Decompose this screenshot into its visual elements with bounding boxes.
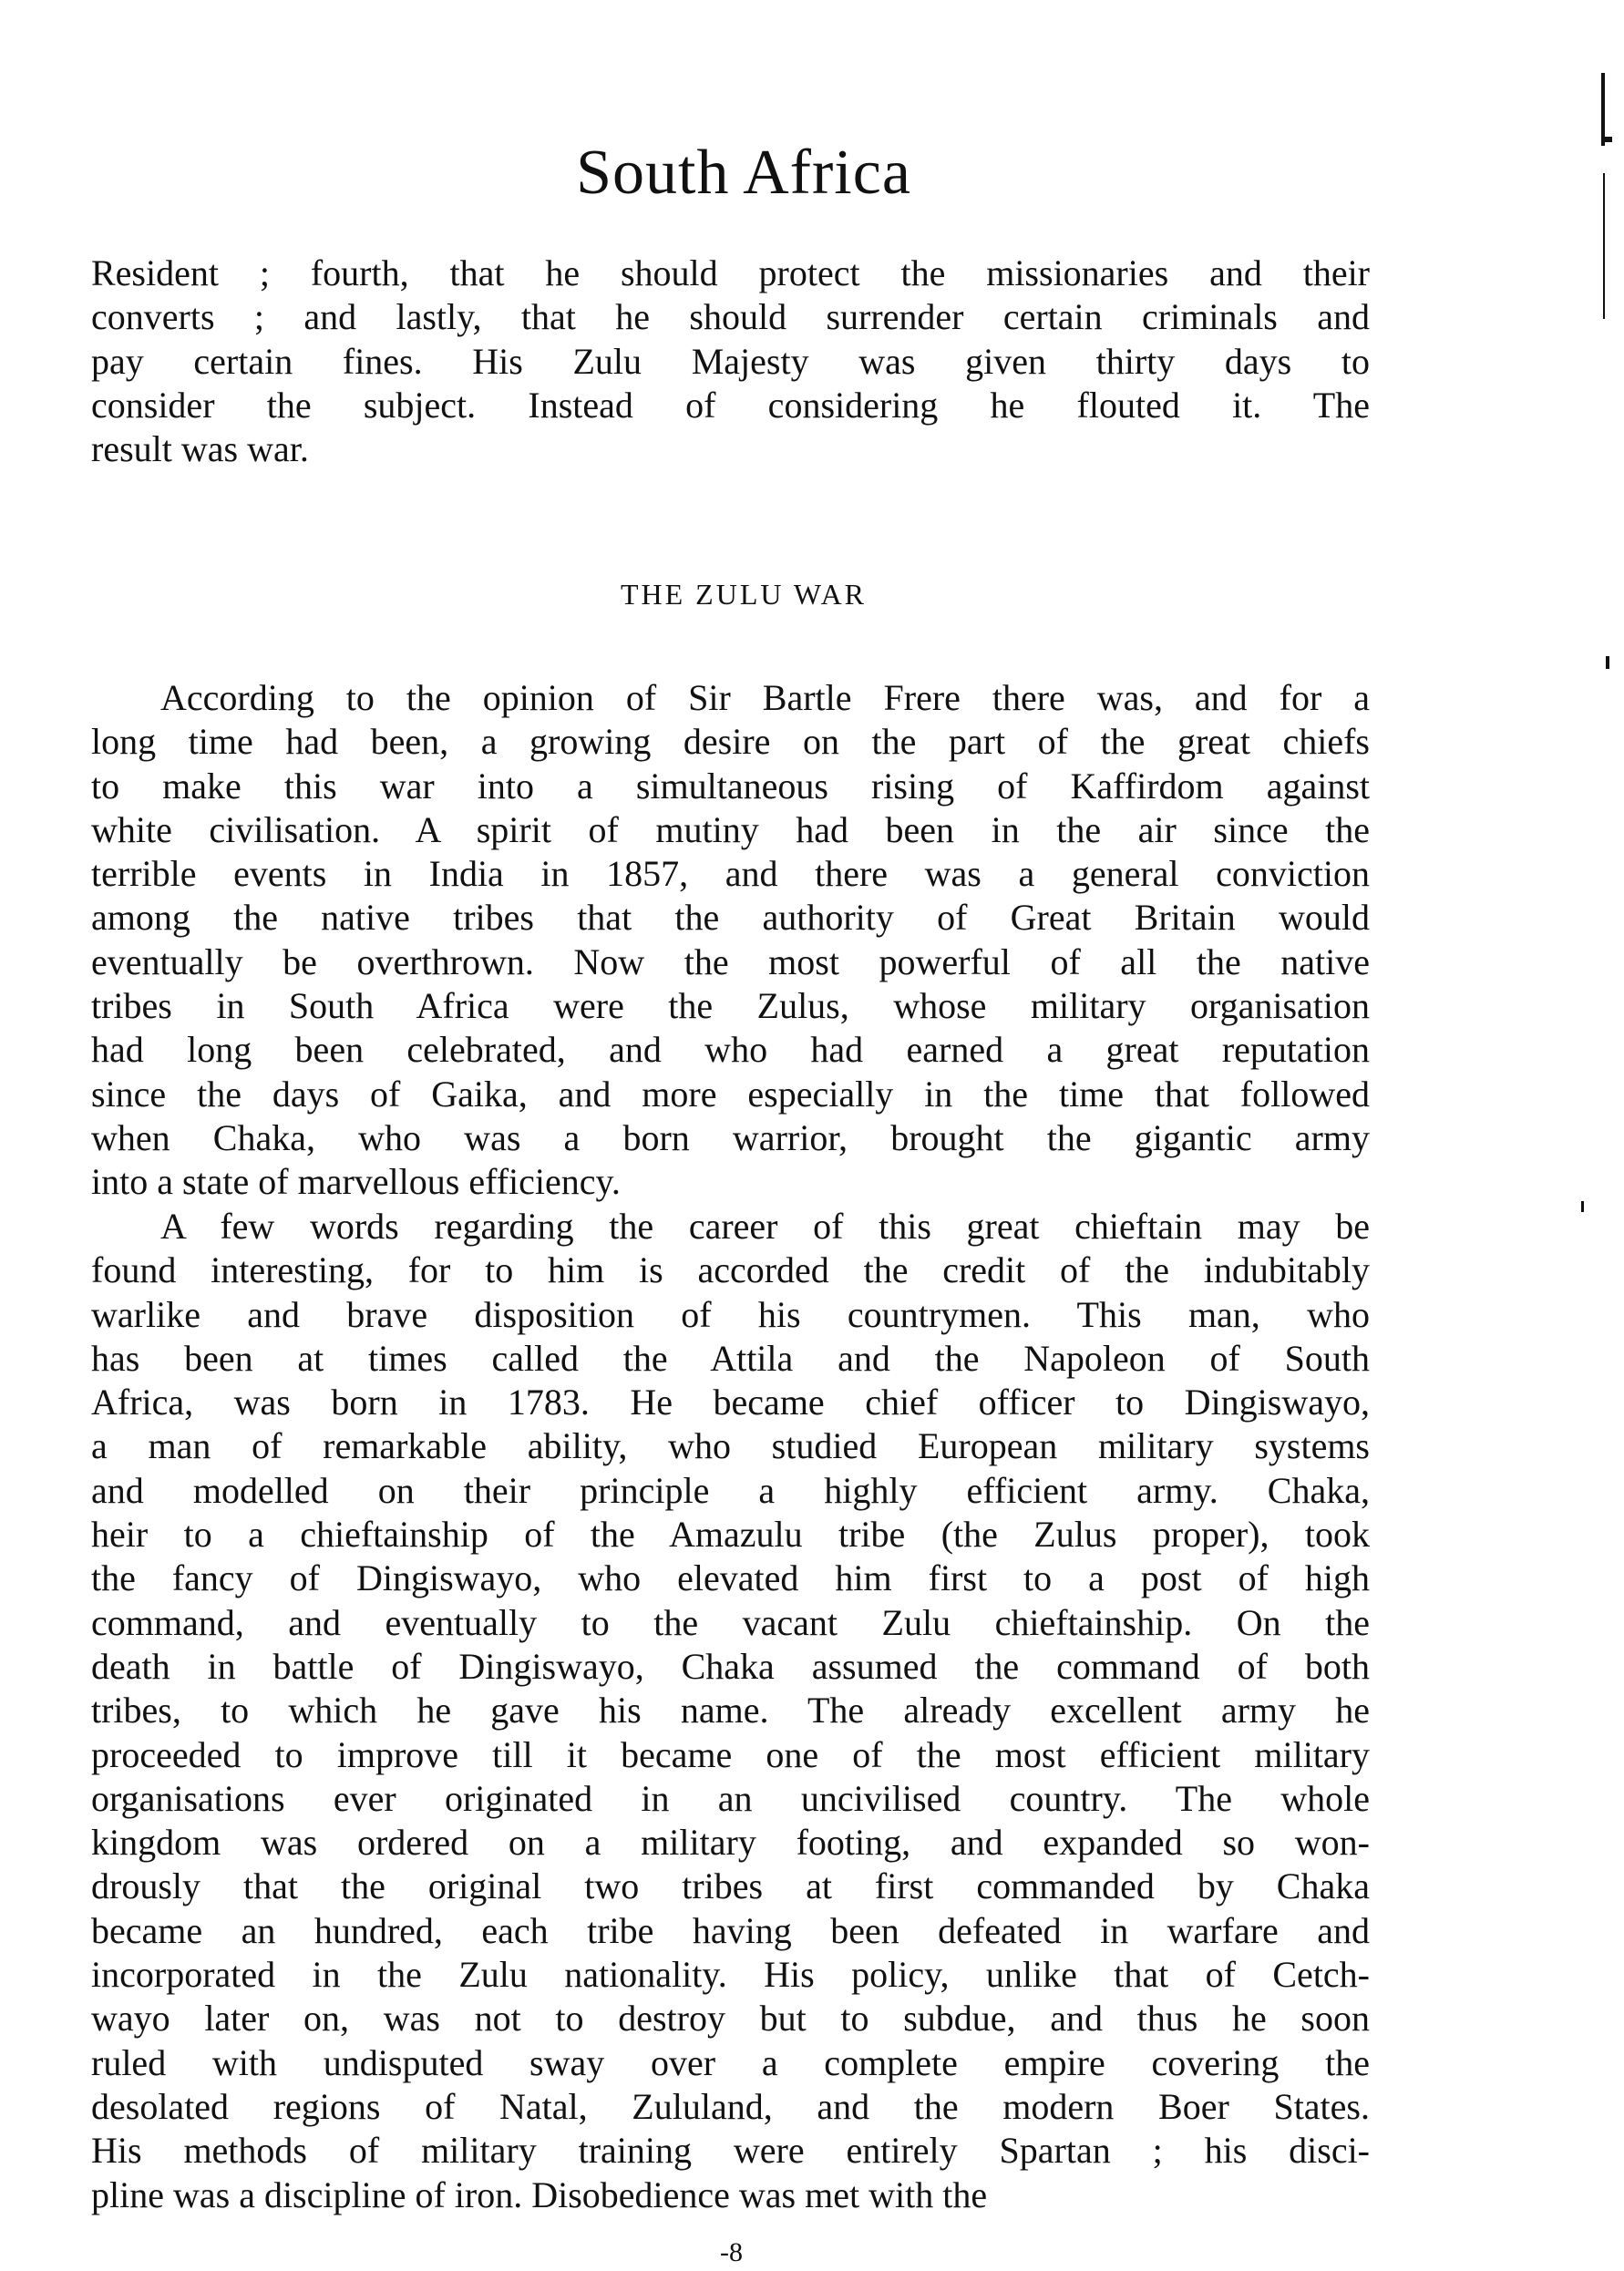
text-line: Resident ; fourth, that he should protect the missionaries and their <box>91 252 1370 293</box>
text-line: kingdom was ordered on a military footing, and expanded so won- <box>91 1822 1370 1864</box>
text-line: long time had been, a growing desire on the part of the great chiefs <box>91 721 1370 763</box>
text-line: among the native tribes that the authority of Great Britain would <box>91 897 1370 939</box>
text-line: consider the subject. Instead of considering he flouted it. The <box>91 384 1370 426</box>
page-title: South Africa <box>576 138 911 208</box>
text-line: the fancy of Dingiswayo, who elevated him first to a post of high <box>91 1557 1370 1599</box>
text-line: terrible events in India in 1857, and there was a general conviction <box>91 853 1370 895</box>
paragraph-3 <box>91 1205 1370 2217</box>
text-line: eventually be overthrown. Now the most powerful of all the native <box>91 940 1370 982</box>
text-line: has been at times called the Attila and the Napoleon of South <box>91 1337 1370 1379</box>
text-line: warlike and brave disposition of his countrymen. This man, who <box>91 1293 1370 1335</box>
text-line: desolated regions of Natal, Zululand, and the modern Boer States. <box>91 2085 1370 2127</box>
scan-mark-top <box>1601 73 1605 146</box>
text-line: a man of remarkable ability, who studied European military systems <box>91 1425 1370 1467</box>
text-line: organisations ever originated in an uncivilised country. The whole <box>91 1777 1370 1819</box>
text-line: According to the opinion of Sir Bartle Frere there was, and for a <box>160 677 1370 718</box>
text-line: Africa, was born in 1783. He became chief officer to Dingiswayo, <box>91 1382 1370 1423</box>
section-heading: THE ZULU WAR <box>620 578 868 611</box>
text-line: A few words regarding the career of this great chieftain may be <box>160 1206 1370 1247</box>
text-line: when Chaka, who was a born warrior, brought the gigantic army <box>91 1116 1370 1158</box>
text-line: pline was a discipline of iron. Disobedience was met with the <box>91 2173 988 2215</box>
text-line: drously that the original two tribes at first commanded by Chaka <box>91 1865 1370 1907</box>
text-line: pay certain fines. His Zulu Majesty was given thirty days to <box>91 340 1370 382</box>
text-line: His methods of military training were entirely Spartan ; his disci- <box>91 2130 1370 2172</box>
paragraph-1 <box>91 252 1370 471</box>
text-line: tribes in South Africa were the Zulus, whose military organisation <box>91 985 1370 1027</box>
text-line: wayo later on, was not to destroy but to subdue, and thus he soon <box>91 1998 1370 2040</box>
text-line: had long been celebrated, and who had earned a great reputation <box>91 1029 1370 1071</box>
text-line: proceeded to improve till it became one of the most efficient military <box>91 1733 1370 1775</box>
scan-edge-line <box>1603 173 1605 319</box>
text-line: and modelled on their principle a highly efficient army. Chaka, <box>91 1469 1370 1511</box>
text-line: since the days of Gaika, and more especially in the time that followed <box>91 1073 1370 1115</box>
text-line: found interesting, for to him is accorded the credit of the indubitably <box>91 1249 1370 1291</box>
text-line: ruled with undisputed sway over a complete empire covering the <box>91 2041 1370 2083</box>
text-line: heir to a chieftainship of the Amazulu tribe (the Zulus proper), took <box>91 1514 1370 1556</box>
text-line: white civilisation. A spirit of mutiny had been in the air since the <box>91 808 1370 850</box>
text-line: death in battle of Dingiswayo, Chaka assumed the command of both <box>91 1645 1370 1687</box>
scan-mark-top-foot <box>1601 137 1612 142</box>
text-line: incorporated in the Zulu nationality. His policy, unlike that of Cetch- <box>91 1954 1370 1996</box>
text-line: tribes, to which he gave his name. The already excellent army he <box>91 1690 1370 1732</box>
scan-speck <box>1606 656 1609 669</box>
page-number: -8 <box>720 2237 743 2267</box>
paragraph-2 <box>91 676 1370 1205</box>
text-line: became an hundred, each tribe having been defeated in warfare and <box>91 1909 1370 1951</box>
text-line: command, and eventually to the vacant Zulu chieftainship. On the <box>91 1601 1370 1643</box>
scan-speck <box>1581 1201 1584 1212</box>
text-line: into a state of marvellous efficiency. <box>91 1161 621 1203</box>
text-line: result was war. <box>91 428 309 470</box>
text-line: to make this war into a simultaneous rising of Kaffirdom against <box>91 765 1370 807</box>
text-line: converts ; and lastly, that he should surrender certain criminals and <box>91 296 1370 338</box>
